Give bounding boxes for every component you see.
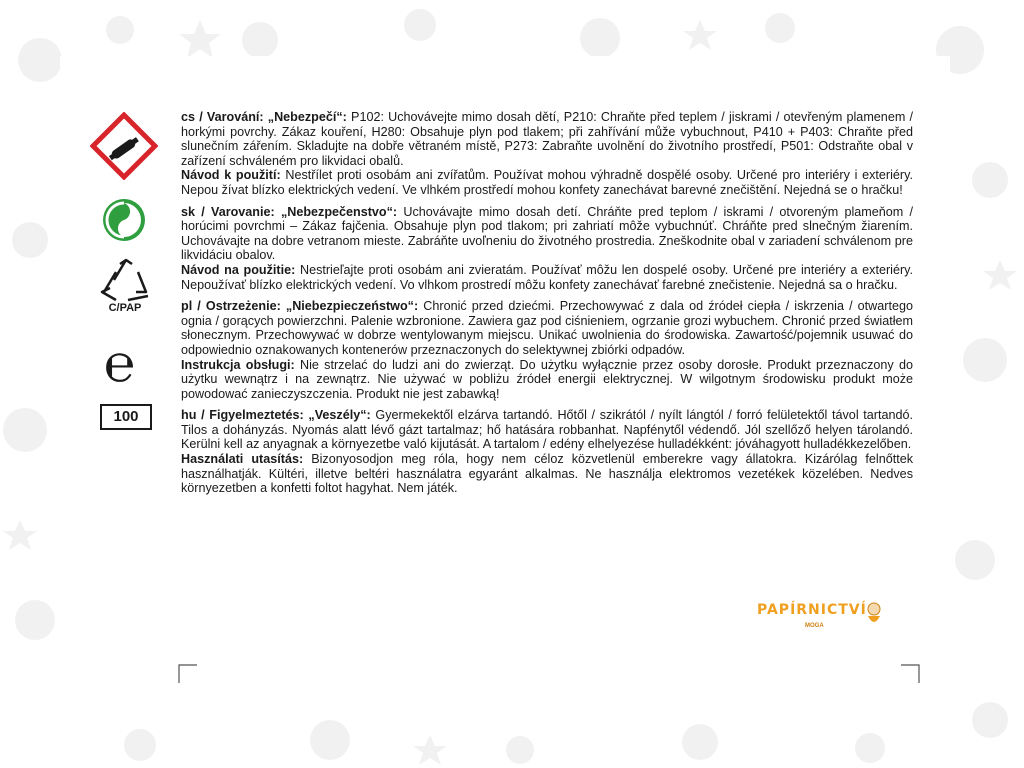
usage-label: Návod k použití: bbox=[181, 168, 281, 183]
section-sk bbox=[181, 205, 913, 293]
recycle-icon bbox=[98, 258, 154, 302]
section-cs bbox=[181, 110, 913, 198]
recycle-caption: C/PAP bbox=[108, 302, 142, 314]
usage-text: Nestřílet proti osobám ani zvířatům. Používat mohou výhradně dospělé osoby. Určené pro interiéry i exteriéry. Nepou žívat blízko elektrických vedení. Ve vlhkém prostředí mohou konfety zanechávat barevné znečištění. Nejedná se o hračku! bbox=[181, 168, 913, 197]
gas-cylinder-hazard-icon bbox=[90, 112, 158, 180]
warning-paragraph bbox=[181, 110, 913, 168]
crop-mark-bottom-left bbox=[178, 664, 198, 684]
usage-text: Bizonyosodjon meg róla, hogy nem céloz közvetlenül emberekre vagy állatokra. Kizárólag felnőttek használhatják. Kültéri, illetve beltéri használatra egyaránt alkalmas. Ne használja elektromos vezetékek közelében. Nedves környezetben a konfetti foltot hagyhat. Nem játék. bbox=[181, 452, 913, 496]
warning-label: cs / Varování: „Nebezpečí“: bbox=[181, 110, 347, 124]
green-dot-icon bbox=[102, 198, 146, 242]
warning-label: pl / Ostrzeżenie: „Niebezpieczeństwo“: bbox=[181, 299, 419, 314]
usage-paragraph bbox=[181, 168, 913, 197]
label-text-block bbox=[181, 110, 913, 503]
usage-paragraph bbox=[181, 358, 913, 402]
warning-text: P102: Uchovávejte mimo dosah dětí, P210: Chraňte před teplem / jiskrami / otevřeným plamenem / horkými povrchy. Zákaz kouření, H280: Obsahuje plyn pod tlakem; při zahřívání může vybuchnout, P410 + P403: Chraňte před slunečním zářením. Skladujte na dobře větraném místě, P273: Zabraňte uvolnění do životního prostředí, P501: Odstraňte obal v zařízení schváleném pro likvidaci obalů. bbox=[181, 110, 913, 168]
usage-paragraph bbox=[181, 263, 913, 292]
usage-label: Návod na použitie: bbox=[181, 262, 296, 277]
brand-logo-text: PAPÍRNICTVÍ bbox=[757, 602, 867, 618]
warning-paragraph bbox=[181, 408, 913, 452]
section-hu bbox=[181, 408, 913, 496]
volume-box: 100 bbox=[100, 404, 152, 430]
mascot-icon bbox=[864, 602, 884, 628]
usage-paragraph bbox=[181, 452, 913, 496]
section-pl bbox=[181, 299, 913, 401]
usage-label: Instrukcja obsługi: bbox=[181, 357, 295, 372]
warning-paragraph bbox=[181, 205, 913, 263]
warning-label: hu / Figyelmeztetés: „Veszély“: bbox=[181, 408, 371, 423]
estimated-sign-icon: ℮ bbox=[104, 334, 136, 394]
usage-text: Nestrieľajte proti osobám ani zvieratám. Používať môžu len dospelé osoby. Určené pre interiéry a exteriéry. Nepoužívať blízko elektrických vedení. Vo vlhkom prostredí môžu konfety zanechávať farebné znečistenie. Nejedná sa o hračku. bbox=[181, 262, 913, 292]
brand-logo-subtext: MOGA bbox=[805, 623, 824, 629]
warning-paragraph bbox=[181, 299, 913, 357]
warning-label: sk / Varovanie: „Nebezpečenstvo“: bbox=[181, 204, 398, 219]
warning-text: Uchovávajte mimo dosah detí. Chráňte pred teplom / iskrami / otvoreným plameňom / horúcimi povrchmi – Zákaz fajčenia. Obsahuje plyn pod tlakom; pri zahriatí môže vybuchnúť. Chráňte pred slnečným žiarením. Uchovávajte na dobre vetranom mieste. Zabráňte uvoľneniu do životného prostredia. Zneškodnite obal v zariadení schválenom pre likvidáciu obalov. bbox=[181, 204, 913, 263]
warning-text: Chronić przed dziećmi. Przechowywać z dala od źródeł ciepła / iskrzenia / otwartego ognia / gorących powierzchni. Palenie wzbronione. Zawiera gaz pod ciśnieniem, ogrzanie grozi wybuchem. Chronić przed światłem słonecznym. Przechowywać w dobrze wentylowanym miejscu. Unikać uwolnienia do środowiska. Zawartość/pojemnik usuwać do odpowiednio oznakowanych kontenerów przeznaczonych do selektywnej zbiórki odpadów. bbox=[181, 299, 913, 357]
usage-text: Nie strzelać do ludzi ani do zwierząt. Do użytku wyłącznie przez osoby dorosłe. Produkt przeznaczony do użytku wewnątrz i na zewnątrz. Nie używać w pobliżu źródeł energii elektrycznej. W wilgotnym środowisku produkt może powodować zanieczyszczenia. Produkt nie jest zabawką! bbox=[181, 357, 913, 401]
crop-mark-bottom-right bbox=[900, 664, 920, 684]
warning-text: Gyermekektől elzárva tartandó. Hőtől / szikrától / nyílt lángtól / forró felületektől távol tartandó. Tilos a dohányzás. Nyomás alatt lévő gázt tartalmaz; hő hatására robbanhat. Napfénytől védendő. Jól szellőző helyen tárolandó. Kerülni kell az anyagnak a környezetbe való kijutását. A tartalom / edény elhelyezése hulladékként: jóváhagyott hulladékkezelőben. bbox=[181, 408, 914, 452]
usage-label: Használati utasítás: bbox=[181, 452, 304, 467]
